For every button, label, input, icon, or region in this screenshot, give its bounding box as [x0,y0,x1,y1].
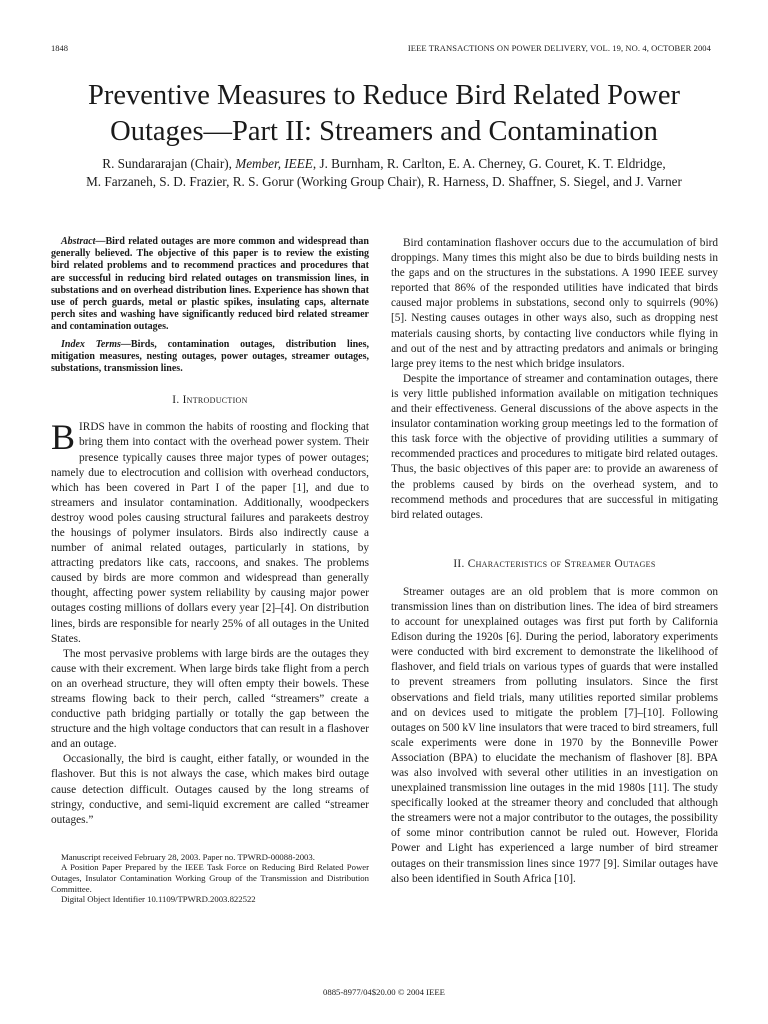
footnote [51,852,369,905]
body-paragraph-streamers: Streamer outages are an old problem that is more common on transmission lines than on distribution lines. The idea of bird streamers to account for unexplained outages was first put forth by California Edison during the 1920s [6]. During the period, laboratory experiments were conducted with bird excrement to demonstrate the likelihood of flashover, and field trials on various types of guards that were installed to prevent streamers from polluting insulators. Since the first observations and field trials, many utilities reported similar problems and on devices used to mitigate the problem [7]–[10]. Following outages on 500 kV line insulators that were traced to bird streamers, full scale experiments were done in 1970 by the Bonneville Power Association (BPA) to elucidate the mechanism of flashover [8]. BPA was also involved with several other utilities in an investigation on unexplained transmission line outages in the mid 1980s [11]. The study specifically looked at the streamer theory and concluded that although the streamers were not a major contributor to the outages, the possibility of some minor contribution cannot be ruled out. However, Florida Power and Light has experienced a large number of bird streamer outages on their transmission lines since 1977 [9]. Similar outages have also been identified in South Africa [10]. [391,585,718,885]
journal-header: IEEE TRANSACTIONS ON POWER DELIVERY, VOL. 19, NO. 4, OCTOBER 2004 [407,43,711,53]
abstract [51,236,369,334]
footnote-doi: Digital Object Identifier 10.1109/TPWRD.2003.822522 [61,894,256,905]
title-line-2: Outages—Part II: Streamers and Contamination [110,116,658,147]
left-column [51,236,369,905]
section-heading-streamer-outages: II. Characteristics of Streamer Outages [453,557,656,570]
intro-paragraph-3: Occasionally, the bird is caught, either fatally, or wounded in the flashover. But this is not always the case, which makes bird outage cause detection difficult. Outages caused by the long streams of stringy, conductive, and semi-liquid excrement are called “streamer outages.” [51,753,369,826]
member-designation: Member, IEEE [235,156,313,171]
copyright-line: 0885-8977/04$20.00 © 2004 IEEE [323,987,445,997]
body-paragraph-objectives: Despite the importance of streamer and contamination outages, there is very little published information available on mitigation techniques and their effectiveness. General discussions of the above aspects in the insulator contamination working group meetings led to the formation of this task force with the objective of providing utilities a summary of recommended practices and procedures to mitigate bird related outages. Thus, the basic objectives of this paper are: to provide an awareness of the problems caused by birds on the overhead system, and to recommend methods and procedures that are successful in mitigating bird related outages. [391,372,718,521]
paper-title [30,78,738,150]
intro-paragraph-2: The most pervasive problems with large birds are the outages they cause with their excrement. When large birds take flight from a perch on an overhead structure, they will often empty their bowels. These streams flowing back to their perch, called “streamers” create a conductive path bridging partially or totally the gap between the structure and the high voltage conductors that can result in a flashover and an outage. [51,647,369,751]
footnote-position-paper: A Position Paper Prepared by the IEEE Task Force on Reducing Bird Related Power Outages, Insulator Contamination Working Group of the Transmission and Distribution Committee. [51,862,369,894]
abstract-label: Abstract— [61,236,106,247]
right-column [391,236,718,887]
section-heading-introduction: I. Introduction [172,394,248,407]
abstract-text: Bird related outages are more common and widespread than generally believed. The objective of this paper is to review the existing bird related problems and to recommend practices and procedures that are successful in reducing bird related outages on transmission lines, in substations and on overhead distribution lines. Experience has shown that use of perch guards, metal or plastic spikes, insulating caps, alternate perch sites and washing have significantly reduced bird related streamer and contamination outages. [51,236,369,333]
authors-line-1: R. Sundararajan (Chair), Member, IEEE, J. Burnham, R. Carlton, E. A. Cherney, G. Couret, K. T. Eldridge, [102,156,666,171]
authors-line-2: M. Farzaneh, S. D. Frazier, R. S. Gorur (Working Group Chair), R. Harness, D. Shaffner, S. Siegel, and J. Varner [86,174,682,189]
drop-cap: B [51,417,76,458]
author-list [30,155,738,191]
page-number: 1848 [51,43,68,53]
footnote-manuscript: Manuscript received February 28, 2003. Paper no. TPWRD-00088-2003. [61,851,315,862]
index-terms [51,339,369,376]
body-paragraph-contamination: Bird contamination flashover occurs due to the accumulation of bird droppings. Many times this might also be due to birds building nests in the gaps and on the structures in the substations. A 1990 IEEE survey reported that 86% of the responded utilities have indicated that birds caused major problems in substations, second only to squirrels (90%) [5]. Nesting causes outages in other ways also, such as dropping nest materials causing shorts, by contacting live conductors while flying in and out of the nest and by attracting predators and animals or bringing large prey items to the nest which bridge insulators. [391,237,718,370]
intro-paragraph-1: BIRDS have in common the habits of roosting and flocking that bring them into contact with the overhead power system. Their presence typically causes three major types of power outages; namely due to electrocution and collision with overhead conductors, which has been covered in Part I of the paper [1], and due to streamers and insulator contamination. Additionally, woodpeckers destroy wood poles causing structural failures and parakeets destroy the housings of polymer insulators. Birds also indirectly cause a number of animal related outages, particularly in stations, by attracting predators like cats, raccoons, and snakes. The problems caused by birds are more common and widespread than generally thought, affecting power system reliability by causing major power outages costing millions of dollars every year [2]–[4]. On distribution lines, birds are responsible for nearly 25% of all outages in the United States. [51,417,369,645]
title-line-1: Preventive Measures to Reduce Bird Related Power [87,80,680,111]
index-terms-label: Index Terms— [61,338,131,350]
index-terms-text: Birds, contamination outages, distribution lines, mitigation measures, nesting outages, power outages, streamer outages, substations, transmission lines. [51,338,369,375]
